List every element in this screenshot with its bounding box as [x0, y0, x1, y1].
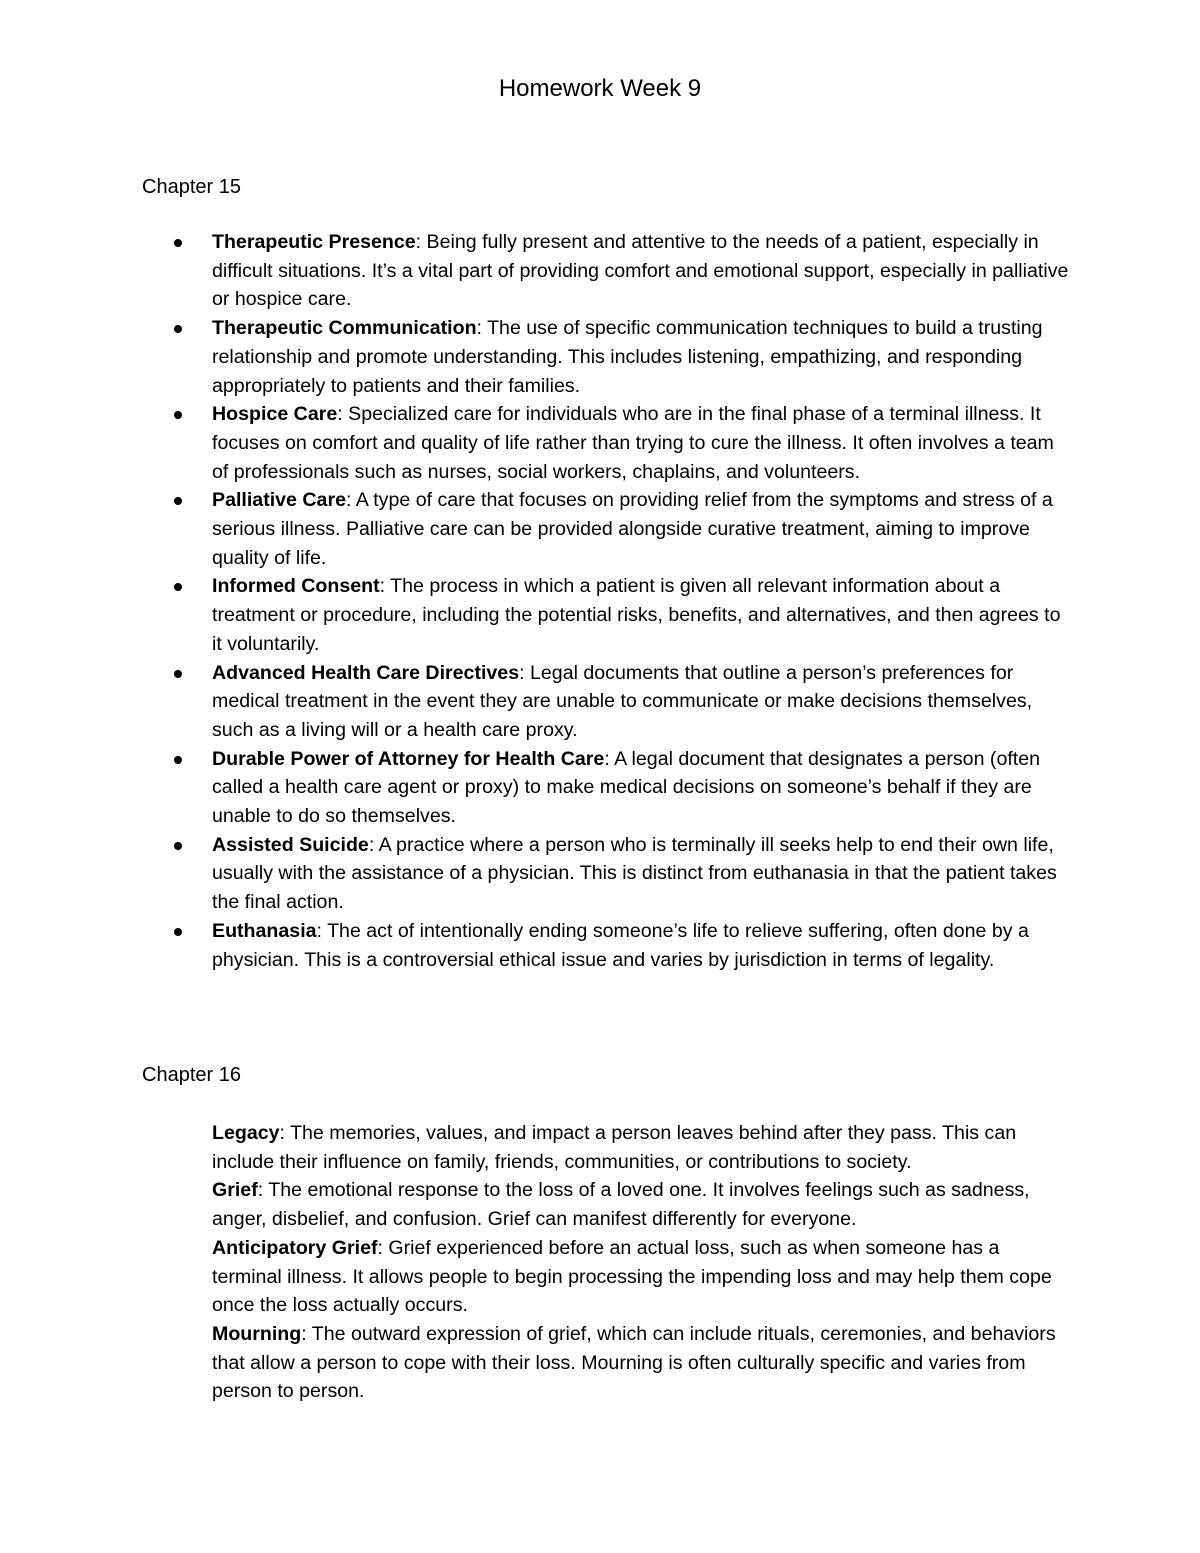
document-title: Homework Week 9 [498, 75, 702, 102]
definition-legacy [212, 1119, 1072, 1176]
list-item-therapeutic-presence [212, 228, 1072, 314]
term-label: Palliative Care [212, 489, 346, 512]
chapter-15-term-list [212, 228, 1072, 974]
bullet-icon [174, 928, 182, 936]
list-item-therapeutic-communication [212, 314, 1072, 400]
list-item-hospice-care [212, 400, 1072, 486]
bullet-icon [174, 583, 182, 591]
term-label: Durable Power of Attorney for Health Care [212, 747, 605, 770]
term-label: Advanced Health Care Directives [212, 661, 520, 684]
term-definition: : The memories, values, and impact a person leaves behind after they pass. This can include their influence on family, friends, communities, or contributions to society. [212, 1122, 1017, 1173]
term-label: Hospice Care [212, 403, 338, 426]
bullet-icon [174, 842, 182, 850]
term-definition: : Legal documents that outline a person’s preferences for medical treatment in the event they are unable to communicate or make decisions themselves, such as a living will or a health care proxy. [212, 661, 1033, 741]
term-label: Grief [212, 1179, 258, 1202]
term-definition: : Grief experienced before an actual loss, such as when someone has a terminal illness. It allows people to begin processing the impending loss and may help them cope once the loss actually occurs. [212, 1236, 1052, 1317]
bullet-icon [174, 239, 182, 247]
term-definition: : Specialized care for individuals who are in the final phase of a terminal illness. It focuses on comfort and quality of life rather than trying to cure the illness. It often involves a team of professionals such as nurses, social workers, chaplains, and volunteers. [212, 403, 1054, 483]
list-item-assisted-suicide [212, 831, 1072, 917]
bullet-icon [174, 756, 182, 764]
list-item-informed-consent [212, 572, 1072, 658]
term-label: Anticipatory Grief [212, 1236, 378, 1259]
definition-mourning [212, 1320, 1072, 1406]
definition-anticipatory-grief [212, 1234, 1072, 1320]
term-label: Legacy [212, 1122, 280, 1144]
chapter-16-definitions [212, 1119, 1072, 1406]
chapter-15-heading: Chapter 15 [142, 176, 241, 198]
term-definition: : The outward expression of grief, which can include rituals, ceremonies, and behaviors that allow a person to cope with their loss. Mourning is often culturally specific and varies from person to person. [212, 1322, 1056, 1403]
term-label: Euthanasia [212, 919, 317, 942]
term-definition: : A legal document that designates a person (often called a health care agent or proxy) to make medical decisions on someone’s behalf if they are unable to do so themselves. [212, 747, 1041, 828]
bullet-icon [174, 497, 182, 505]
term-definition: : The process in which a patient is given all relevant information about a treatment or procedure, including the potential risks, benefits, and alternatives, and then agrees to it voluntarily. [212, 575, 1061, 655]
bullet-icon [174, 411, 182, 419]
term-definition: : The act of intentionally ending someone’s life to relieve suffering, often done by a physician. This is a controversial ethical issue and varies by jurisdiction in terms of legality. [212, 919, 1029, 971]
term-label: Mourning [212, 1322, 302, 1345]
chapter-16-heading: Chapter 16 [142, 1064, 241, 1086]
term-label: Informed Consent [212, 575, 380, 598]
term-label: Assisted Suicide [212, 833, 369, 856]
term-definition: : A type of care that focuses on providing relief from the symptoms and stress of a serious illness. Palliative care can be provided alongside curative treatment, aiming to improve quality of life. [212, 489, 1053, 569]
term-definition: : A practice where a person who is terminally ill seeks help to end their own life, usually with the assistance of a physician. This is distinct from euthanasia in that the patient takes the final action. [212, 833, 1057, 914]
list-item-euthanasia [212, 917, 1072, 974]
list-item-advanced-health-care-directives [212, 659, 1072, 745]
term-definition: : Being fully present and attentive to the needs of a patient, especially in difficult situations. It’s a vital part of providing comfort and emotional support, especially in palliative or hospice care. [212, 231, 1069, 311]
bullet-icon [174, 670, 182, 678]
term-definition: : The use of specific communication techniques to build a trusting relationship and promote understanding. This includes listening, empathizing, and responding appropriately to patients and their families. [212, 317, 1043, 397]
term-label: Therapeutic Presence [212, 231, 416, 253]
term-label: Therapeutic Communication [212, 317, 477, 340]
definition-grief [212, 1176, 1072, 1233]
term-definition: : The emotional response to the loss of a loved one. It involves feelings such as sadness, anger, disbelief, and confusion. Grief can manifest differently for everyone. [212, 1179, 1030, 1231]
list-item-palliative-care [212, 486, 1072, 572]
bullet-icon [174, 325, 182, 333]
list-item-durable-power-of-attorney [212, 745, 1072, 831]
